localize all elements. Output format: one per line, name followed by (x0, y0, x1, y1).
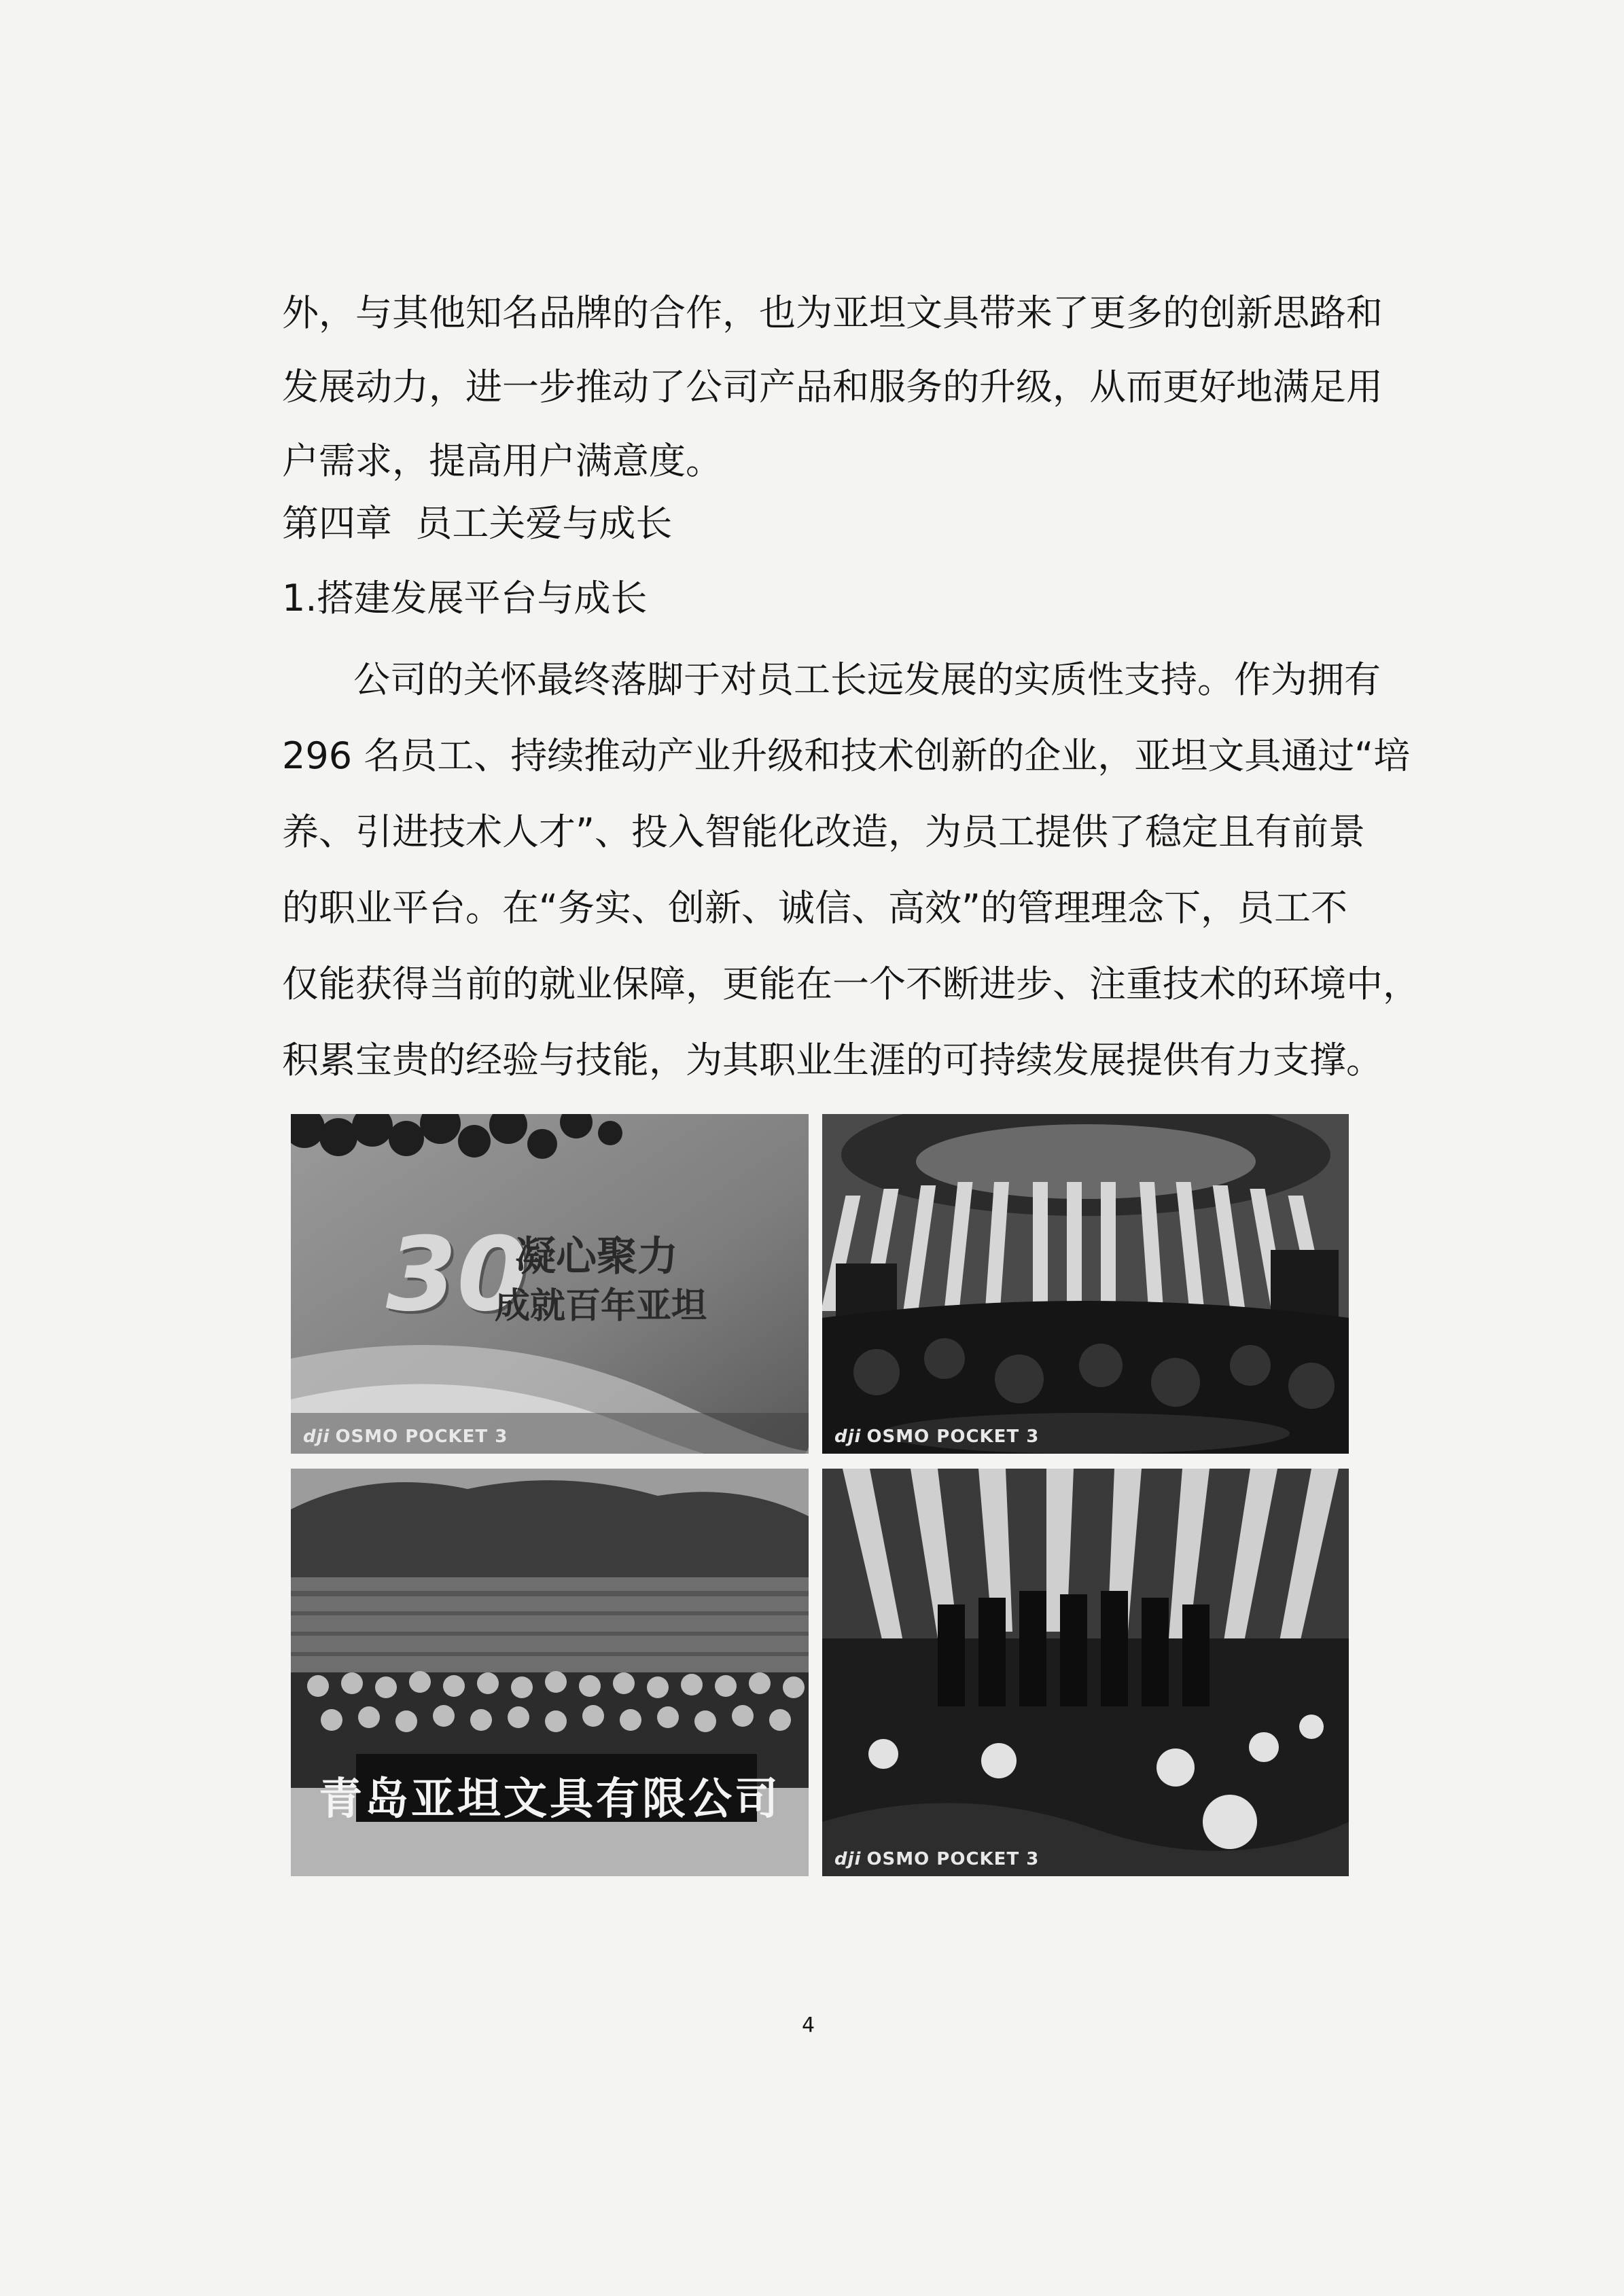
camera-watermark (834, 1849, 1039, 1869)
anniversary-slogan-line1: 凝心聚力 (515, 1233, 678, 1280)
paragraph-line: 养、引进技术人才”、投入智能化改造，为员工提供了稳定且有前景 (282, 810, 1365, 853)
paragraph-line: 的职业平台。在“务实、创新、诚信、高效”的管理理念下，员工不 (282, 886, 1347, 929)
camera-watermark (834, 1427, 1039, 1447)
camera-model: OSMO POCKET 3 (866, 1427, 1040, 1447)
company-banner: 青岛亚坦文具有限公司 (319, 1774, 781, 1825)
paragraph-line: 发展动力，进一步推动了公司产品和服务的升级，从而更好地满足用 (282, 365, 1383, 408)
camera-brand: dji (834, 1849, 862, 1869)
photo-group (291, 1469, 809, 1876)
camera-brand: dji (303, 1427, 330, 1447)
paragraph-line: 公司的关怀最终落脚于对员工长远发展的实质性支持。作为拥有 (353, 658, 1381, 701)
camera-brand: dji (834, 1427, 862, 1447)
paragraph-line: 296 名员工、持续推动产业升级和技术创新的企业，亚坦文具通过“培 (282, 734, 1411, 777)
anniversary-number: 30 (386, 1216, 528, 1334)
stage-celebration-graphic (822, 1469, 1349, 1876)
photo-celebration (822, 1469, 1349, 1876)
page-number: 4 (802, 2013, 815, 2037)
camera-model: OSMO POCKET 3 (335, 1427, 508, 1447)
chapter-title: 第四章 员工关爱与成长 (282, 502, 673, 545)
paragraph-line: 积累宝贵的经验与技能，为其职业生涯的可持续发展提供有力支撑。 (282, 1039, 1383, 1081)
camera-model: OSMO POCKET 3 (866, 1849, 1040, 1869)
paragraph-line: 仅能获得当前的就业保障，更能在一个不断进步、注重技术的环境中， (282, 963, 1419, 1005)
section-title: 1.搭建发展平台与成长 (282, 577, 648, 620)
anniversary-slogan-line2: 成就百年亚坦 (495, 1286, 707, 1327)
photo-banquet (822, 1114, 1349, 1454)
camera-watermark (303, 1427, 508, 1447)
paragraph-line: 户需求，提高用户满意度。 (282, 440, 722, 482)
paragraph-line: 外，与其他知名品牌的合作，也为亚坦文具带来了更多的创新思路和 (282, 291, 1383, 334)
banquet-hall-graphic (822, 1114, 1349, 1454)
photo-anniversary (291, 1114, 809, 1454)
